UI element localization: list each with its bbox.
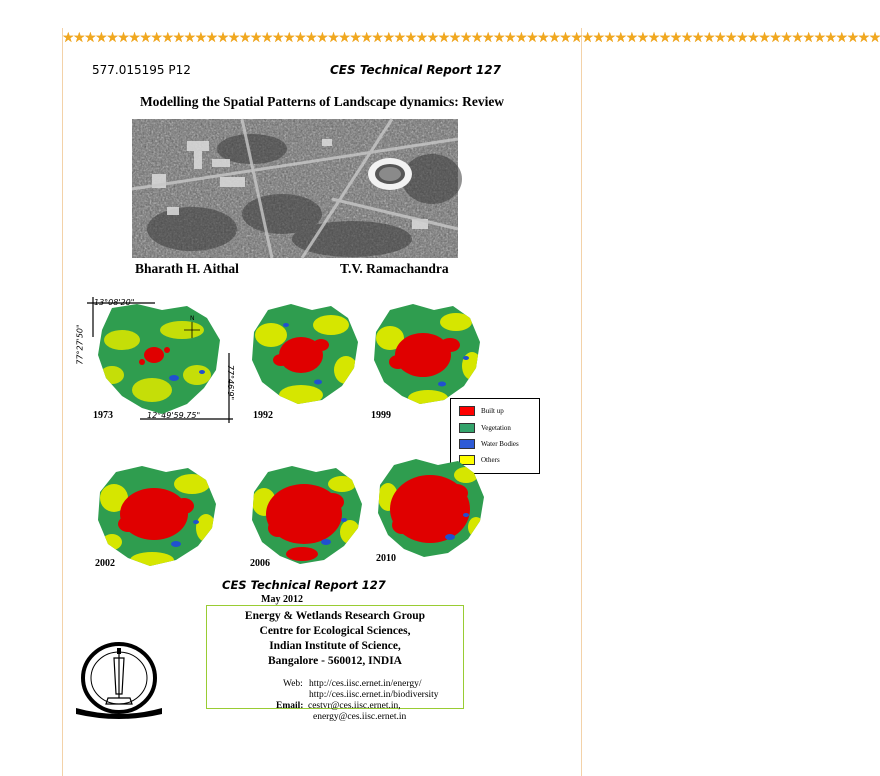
page-title: Modelling the Spatial Patterns of Landscape dynamics: Review xyxy=(139,94,505,109)
map-2010 xyxy=(372,455,488,561)
legend-label-built-up: Built up xyxy=(481,407,504,415)
year-label-1992: 1992 xyxy=(253,410,273,421)
author-1: Bharath H. Aithal xyxy=(135,261,239,276)
web-link-1[interactable]: http://ces.iisc.ernet.in/energy/ xyxy=(309,679,422,689)
org-line-3: Indian Institute of Science, xyxy=(269,640,401,652)
svg-text:N: N xyxy=(190,315,195,322)
legend-swatch-water-bodies xyxy=(459,439,475,449)
map-2006 xyxy=(246,462,366,566)
coord-bottom: 12°49'59.75" xyxy=(147,411,201,420)
map-1999 xyxy=(368,300,484,410)
map-1992 xyxy=(246,300,362,410)
map-1973 xyxy=(92,300,224,418)
web-label: Web: xyxy=(283,679,303,689)
org-line-1: Energy & Wetlands Research Group xyxy=(244,610,426,622)
email-link-2[interactable]: energy@ces.iisc.ernet.in xyxy=(313,712,407,722)
author-2: T.V. Ramachandra xyxy=(340,261,449,276)
legend-label-others: Others xyxy=(481,456,500,464)
year-label-2010: 2010 xyxy=(376,553,396,564)
star-border: ★★★★★★★★★★★★★★★★★★★★★★★★★★★★★★★★★★★★★★★★★★★★★★★★★★★★★★★★★★★★★★★★★★★★★★★★★★ xyxy=(62,30,880,46)
legend-item-built-up xyxy=(459,406,504,416)
year-label-2006: 2006 xyxy=(250,558,270,569)
web-link-2[interactable]: http://ces.iisc.ernet.in/biodiversity xyxy=(309,690,439,700)
legend-label-vegetation: Vegetation xyxy=(481,424,511,432)
legend-item-vegetation xyxy=(459,423,511,433)
org-line-2: Centre for Ecological Sciences, xyxy=(259,625,411,637)
year-label-2002: 2002 xyxy=(95,558,115,569)
aerial-photo xyxy=(132,119,458,258)
year-label-1973: 1973 xyxy=(93,410,113,421)
report-title-footer: CES Technical Report 127 xyxy=(222,578,386,592)
coord-right: 77°46'9" xyxy=(226,364,236,401)
coord-top: 13°08'20" xyxy=(94,298,135,307)
legend-swatch-vegetation xyxy=(459,423,475,433)
coord-left: 77°27'50" xyxy=(75,324,85,365)
year-label-1999: 1999 xyxy=(371,410,391,421)
iisc-emblem xyxy=(70,638,168,718)
legend-swatch-built-up xyxy=(459,406,475,416)
email-label: Email: xyxy=(276,701,304,711)
accession-number: 577.015195 P12 xyxy=(92,63,191,77)
legend-label-water-bodies: Water Bodies xyxy=(481,440,519,448)
org-line-4: Bangalore - 560012, INDIA xyxy=(268,655,402,667)
report-id: CES Technical Report 127 xyxy=(330,63,501,77)
email-link-1[interactable]: cestvr@ces.iisc.ernet.in, xyxy=(308,701,401,711)
legend-item-water-bodies xyxy=(459,439,519,449)
map-2002 xyxy=(92,462,220,570)
report-date: May 2012 xyxy=(261,594,303,605)
